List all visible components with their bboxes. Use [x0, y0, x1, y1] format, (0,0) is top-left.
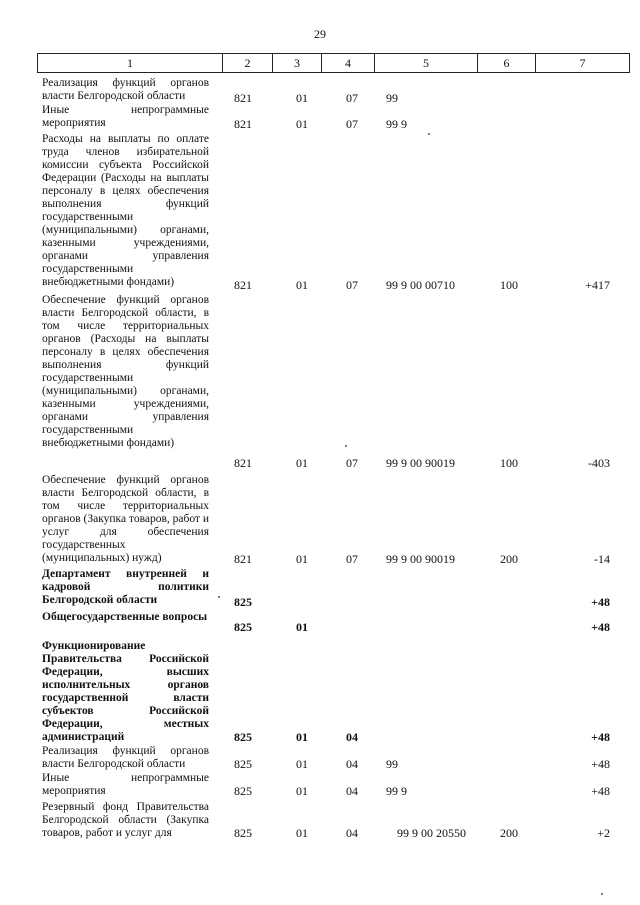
row-col-2: 821	[234, 552, 252, 566]
row-col-2: 821	[234, 117, 252, 131]
row-col-3: 01	[296, 91, 308, 105]
row-col-6: 200	[500, 552, 518, 566]
row-col-4: 04	[346, 730, 358, 744]
row-col-4: 07	[346, 91, 358, 105]
page-number: 29	[314, 27, 326, 41]
header-col-3: 3	[273, 54, 322, 72]
row-col-3: 01	[296, 784, 308, 798]
row-name: Иные непрограммные мероприятия	[42, 772, 209, 797]
row-col-7: -403	[588, 456, 610, 470]
row-name: Реализация функций органов власти Белгородской области	[42, 77, 209, 102]
scan-speck	[428, 133, 430, 135]
row-col-4: 04	[346, 784, 358, 798]
row-col-4: 04	[346, 826, 358, 840]
row-col-7: +48	[591, 757, 610, 771]
row-name: Иные непрограммные мероприятия	[42, 104, 209, 129]
row-col-5: 99	[386, 91, 398, 105]
row-col-3: 01	[296, 757, 308, 771]
row-col-6: 100	[500, 278, 518, 292]
row-col-7: +48	[591, 784, 610, 798]
scan-speck	[218, 596, 220, 598]
row-col-3: 01	[296, 620, 308, 634]
row-name: Общегосударственные вопросы	[42, 611, 208, 623]
row-col-3: 01	[296, 552, 308, 566]
row-col-3: 01	[296, 826, 308, 840]
row-name: Реализация функций органов власти Белгородской области	[42, 745, 209, 770]
header-col-6: 6	[478, 54, 536, 72]
scan-speck	[345, 445, 347, 447]
row-name: Резервный фонд Правительства Белгородской области (Закупка товаров, работ и услуг для	[42, 801, 209, 839]
header-col-4: 4	[322, 54, 375, 72]
row-col-5: 99 9 00 90019	[386, 456, 455, 470]
row-col-5: 99 9 00 90019	[386, 552, 455, 566]
row-col-2: 821	[234, 278, 252, 292]
header-col-7: 7	[579, 55, 586, 70]
row-col-2: 825	[234, 757, 252, 771]
row-col-7: +417	[585, 278, 610, 292]
row-col-5: 99 9	[386, 784, 407, 798]
row-col-5: 99 9	[386, 117, 407, 131]
row-col-2: 821	[234, 456, 252, 470]
row-col-7: -14	[594, 552, 610, 566]
row-col-5: 99 9 00 00710	[386, 278, 455, 292]
row-col-4: 07	[346, 552, 358, 566]
row-col-4: 07	[346, 456, 358, 470]
row-col-5: 99	[386, 757, 398, 771]
row-col-7: +48	[591, 730, 610, 744]
row-col-6: 100	[500, 456, 518, 470]
row-col-2: 825	[234, 595, 252, 609]
row-col-7: +2	[597, 826, 610, 840]
row-name: Расходы на выплаты по оплате труда членов избирательной комиссии субъекта Российской Федерации (Расходы на выплаты персоналу в целях обеспечения выполнения функций государственными (муниципальными) органами, казенными учреждениями, органами управления государственными внебюджетными фондами)	[42, 133, 209, 288]
header-col-2: 2	[223, 54, 273, 72]
row-col-4: 07	[346, 117, 358, 131]
row-col-3: 01	[296, 117, 308, 131]
row-col-4: 07	[346, 278, 358, 292]
row-name: Функционирование Правительства Российской Федерации, высших исполнительных органов государственной власти субъектов Российской Федерации, местных администраций	[42, 640, 209, 743]
row-col-3: 01	[296, 278, 308, 292]
row-name: Обеспечение функций органов власти Белгородской области, в том числе территориальных органов (Закупка товаров, работ и услуг для обеспечения государственных (муниципальных) нужд)	[42, 474, 209, 564]
row-name: Обеспечение функций органов власти Белгородской области, в том числе территориальных органов (Расходы на выплаты персоналу в целях обеспечения выполнения функций государственными (муниципальными) органами, казенными учреждениями, органами управления государственными внебюджетными фондами)	[42, 294, 209, 449]
row-col-7: +48	[591, 595, 610, 609]
row-name: Департамент внутренней и кадровой политики Белгородской области	[42, 568, 209, 606]
row-col-7: +48	[591, 620, 610, 634]
row-col-4: 04	[346, 757, 358, 771]
row-col-5: 99 9 00 20550	[397, 826, 466, 840]
row-col-3: 01	[296, 456, 308, 470]
row-col-2: 825	[234, 730, 252, 744]
row-col-2: 825	[234, 620, 252, 634]
table-header	[37, 53, 630, 73]
row-col-3: 01	[296, 730, 308, 744]
header-col-1: 1	[38, 54, 223, 72]
row-col-2: 825	[234, 826, 252, 840]
row-col-2: 821	[234, 91, 252, 105]
row-col-2: 825	[234, 784, 252, 798]
row-col-6: 200	[500, 826, 518, 840]
scan-speck	[601, 893, 603, 895]
header-col-5: 5	[375, 54, 478, 72]
